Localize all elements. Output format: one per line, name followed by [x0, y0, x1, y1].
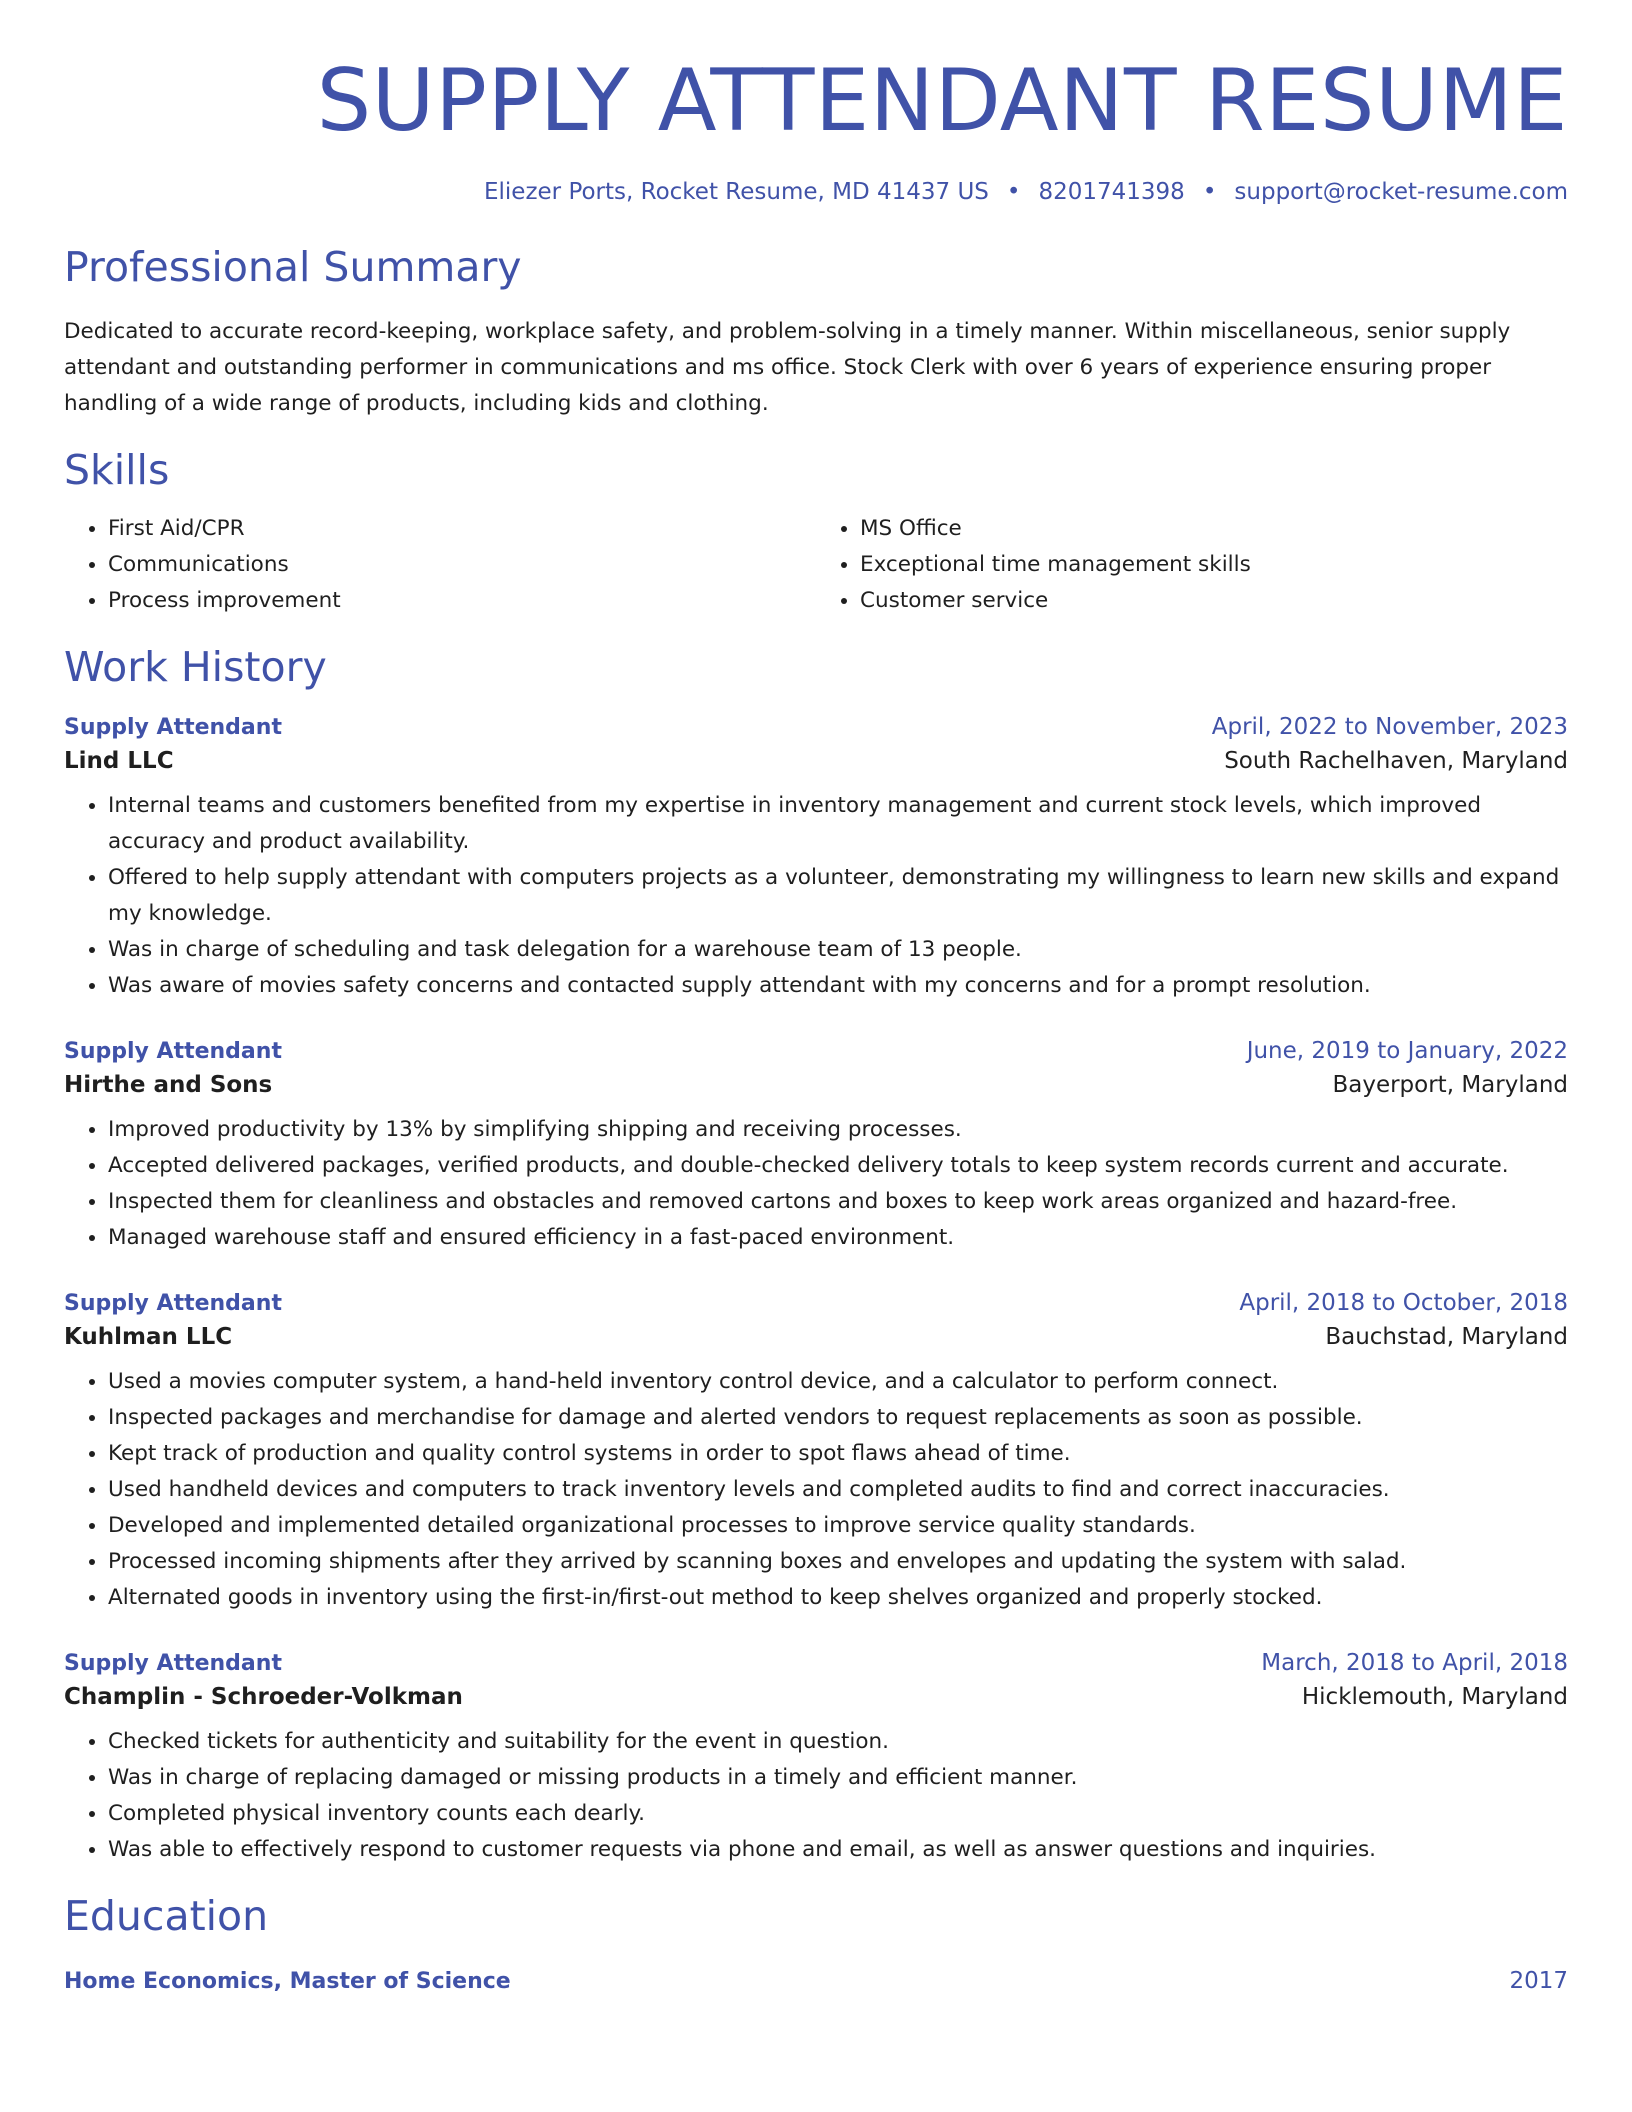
- job-dates: March, 2018 to April, 2018: [1261, 1650, 1568, 1677]
- job-title: Supply Attendant: [64, 1291, 282, 1317]
- job-company: Lind LLC: [64, 748, 174, 775]
- job-header-row: [64, 1650, 1568, 1676]
- job-company-row: [64, 748, 1568, 774]
- job-dates: April, 2022 to November, 2023: [1211, 714, 1568, 741]
- summary-text: Dedicated to accurate record-keeping, workplace safety, and problem-solving in a timely manner. Within miscellaneous, senior supply attendant and outstanding performer in communications and ms office. Stock Clerk with over 6 years of experience ensuring proper handling of a wide range of products, including kids and clothing.: [64, 319, 1511, 417]
- skills-list: [64, 511, 1568, 619]
- job-bullet: • Checked tickets for authenticity and suitability for the event in question.: [108, 1724, 1568, 1760]
- education-year: 2017: [1509, 1967, 1568, 1994]
- job-bullets: [64, 1112, 1568, 1256]
- job-bullet: • Kept track of production and quality control systems in order to spot flaws ahead of time.: [108, 1436, 1568, 1472]
- contact-email[interactable]: support@rocket-resume.com: [1234, 178, 1568, 205]
- job-bullet: • Was aware of movies safety concerns and contacted supply attendant with my concerns and for a prompt resolution.: [108, 968, 1568, 1004]
- resume-header: [64, 52, 1568, 205]
- job-bullet: • Was in charge of scheduling and task delegation for a warehouse team of 13 people.: [108, 932, 1568, 968]
- job-entry: [64, 1038, 1568, 1256]
- job-entry: [64, 1650, 1568, 1868]
- skills-column-right: [816, 511, 1568, 619]
- job-bullet: • Used handheld devices and computers to track inventory levels and completed audits to find and correct inaccuracies.: [108, 1472, 1568, 1508]
- job-bullets: [64, 788, 1568, 1004]
- job-bullet: • Accepted delivered packages, verified products, and double-checked delivery totals to keep system records current and accurate.: [108, 1148, 1568, 1184]
- job-bullet: • Completed physical inventory counts each dearly.: [108, 1796, 1568, 1832]
- job-company: Hirthe and Sons: [64, 1072, 273, 1099]
- job-bullet: • Was in charge of replacing damaged or missing products in a timely and efficient manner.: [108, 1760, 1568, 1796]
- job-bullet: • Developed and implemented detailed organizational processes to improve service quality standards.: [108, 1508, 1568, 1544]
- job-bullet: • Processed incoming shipments after they arrived by scanning boxes and envelopes and updating the system with salad.: [108, 1544, 1568, 1580]
- job-location: Bauchstad, Maryland: [1325, 1324, 1568, 1351]
- job-bullet: • Offered to help supply attendant with computers projects as a volunteer, demonstrating my willingness to learn new skills and expand my knowledge.: [108, 860, 1568, 932]
- job-bullet: • Alternated goods in inventory using the first-in/first-out method to keep shelves organized and properly stocked.: [108, 1580, 1568, 1616]
- education-heading: Education: [64, 1892, 269, 1941]
- job-bullet: • Improved productivity by 13% by simplifying shipping and receiving processes.: [108, 1112, 1568, 1148]
- job-location: South Rachelhaven, Maryland: [1224, 748, 1568, 775]
- skills-heading: Skills: [64, 446, 170, 495]
- education-entry: [64, 1968, 1568, 1994]
- job-bullets: [64, 1364, 1568, 1616]
- job-company: Champlin - Schroeder-Volkman: [64, 1684, 463, 1711]
- job-title: Supply Attendant: [64, 1039, 282, 1065]
- job-company-row: [64, 1072, 1568, 1098]
- job-dates: June, 2019 to January, 2022: [1246, 1038, 1568, 1065]
- summary-heading: Professional Summary: [64, 242, 522, 291]
- skill-item: • Communications: [108, 547, 816, 583]
- skill-item: • Exceptional time management skills: [860, 547, 1568, 583]
- job-company-row: [64, 1684, 1568, 1710]
- job-location: Hicklemouth, Maryland: [1301, 1684, 1568, 1711]
- job-bullets: [64, 1724, 1568, 1868]
- job-entry: [64, 714, 1568, 1004]
- work-history-heading: Work History: [64, 643, 327, 692]
- job-header-row: [64, 714, 1568, 740]
- job-title: Supply Attendant: [64, 715, 282, 741]
- job-title: Supply Attendant: [64, 1651, 282, 1677]
- job-bullet: • Used a movies computer system, a hand-held inventory control device, and a calculator to perform connect.: [108, 1364, 1568, 1400]
- job-entry: [64, 1290, 1568, 1616]
- job-bullet: • Inspected packages and merchandise for damage and alerted vendors to request replacements as soon as possible.: [108, 1400, 1568, 1436]
- contact-phone: 8201741398: [1038, 178, 1185, 205]
- job-bullet: • Internal teams and customers benefited from my expertise in inventory management and current stock levels, which improved accuracy and product availability.: [108, 788, 1568, 860]
- job-header-row: [64, 1290, 1568, 1316]
- skill-item: • First Aid/CPR: [108, 511, 816, 547]
- job-location: Bayerport, Maryland: [1332, 1072, 1568, 1099]
- skills-column-left: [64, 511, 816, 619]
- contact-line: [64, 179, 1568, 205]
- job-company-row: [64, 1324, 1568, 1350]
- skill-item: • Customer service: [860, 583, 1568, 619]
- job-bullet: • Was able to effectively respond to customer requests via phone and email, as well as answer questions and inquiries.: [108, 1832, 1568, 1868]
- job-header-row: [64, 1038, 1568, 1064]
- skill-item: • MS Office: [860, 511, 1568, 547]
- job-dates: April, 2018 to October, 2018: [1239, 1290, 1568, 1317]
- job-company: Kuhlman LLC: [64, 1324, 233, 1351]
- job-bullet: • Managed warehouse staff and ensured efficiency in a fast-paced environment.: [108, 1220, 1568, 1256]
- job-bullet: • Inspected them for cleanliness and obstacles and removed cartons and boxes to keep work areas organized and hazard-free.: [108, 1184, 1568, 1220]
- resume-title: SUPPLY ATTENDANT RESUME: [316, 51, 1568, 151]
- contact-separator: •: [1006, 178, 1021, 205]
- skill-item: • Process improvement: [108, 583, 816, 619]
- contact-separator: •: [1202, 178, 1217, 205]
- education-degree: Home Economics, Master of Science: [64, 1968, 511, 1994]
- contact-address: Eliezer Ports, Rocket Resume, MD 41437 US: [483, 178, 989, 205]
